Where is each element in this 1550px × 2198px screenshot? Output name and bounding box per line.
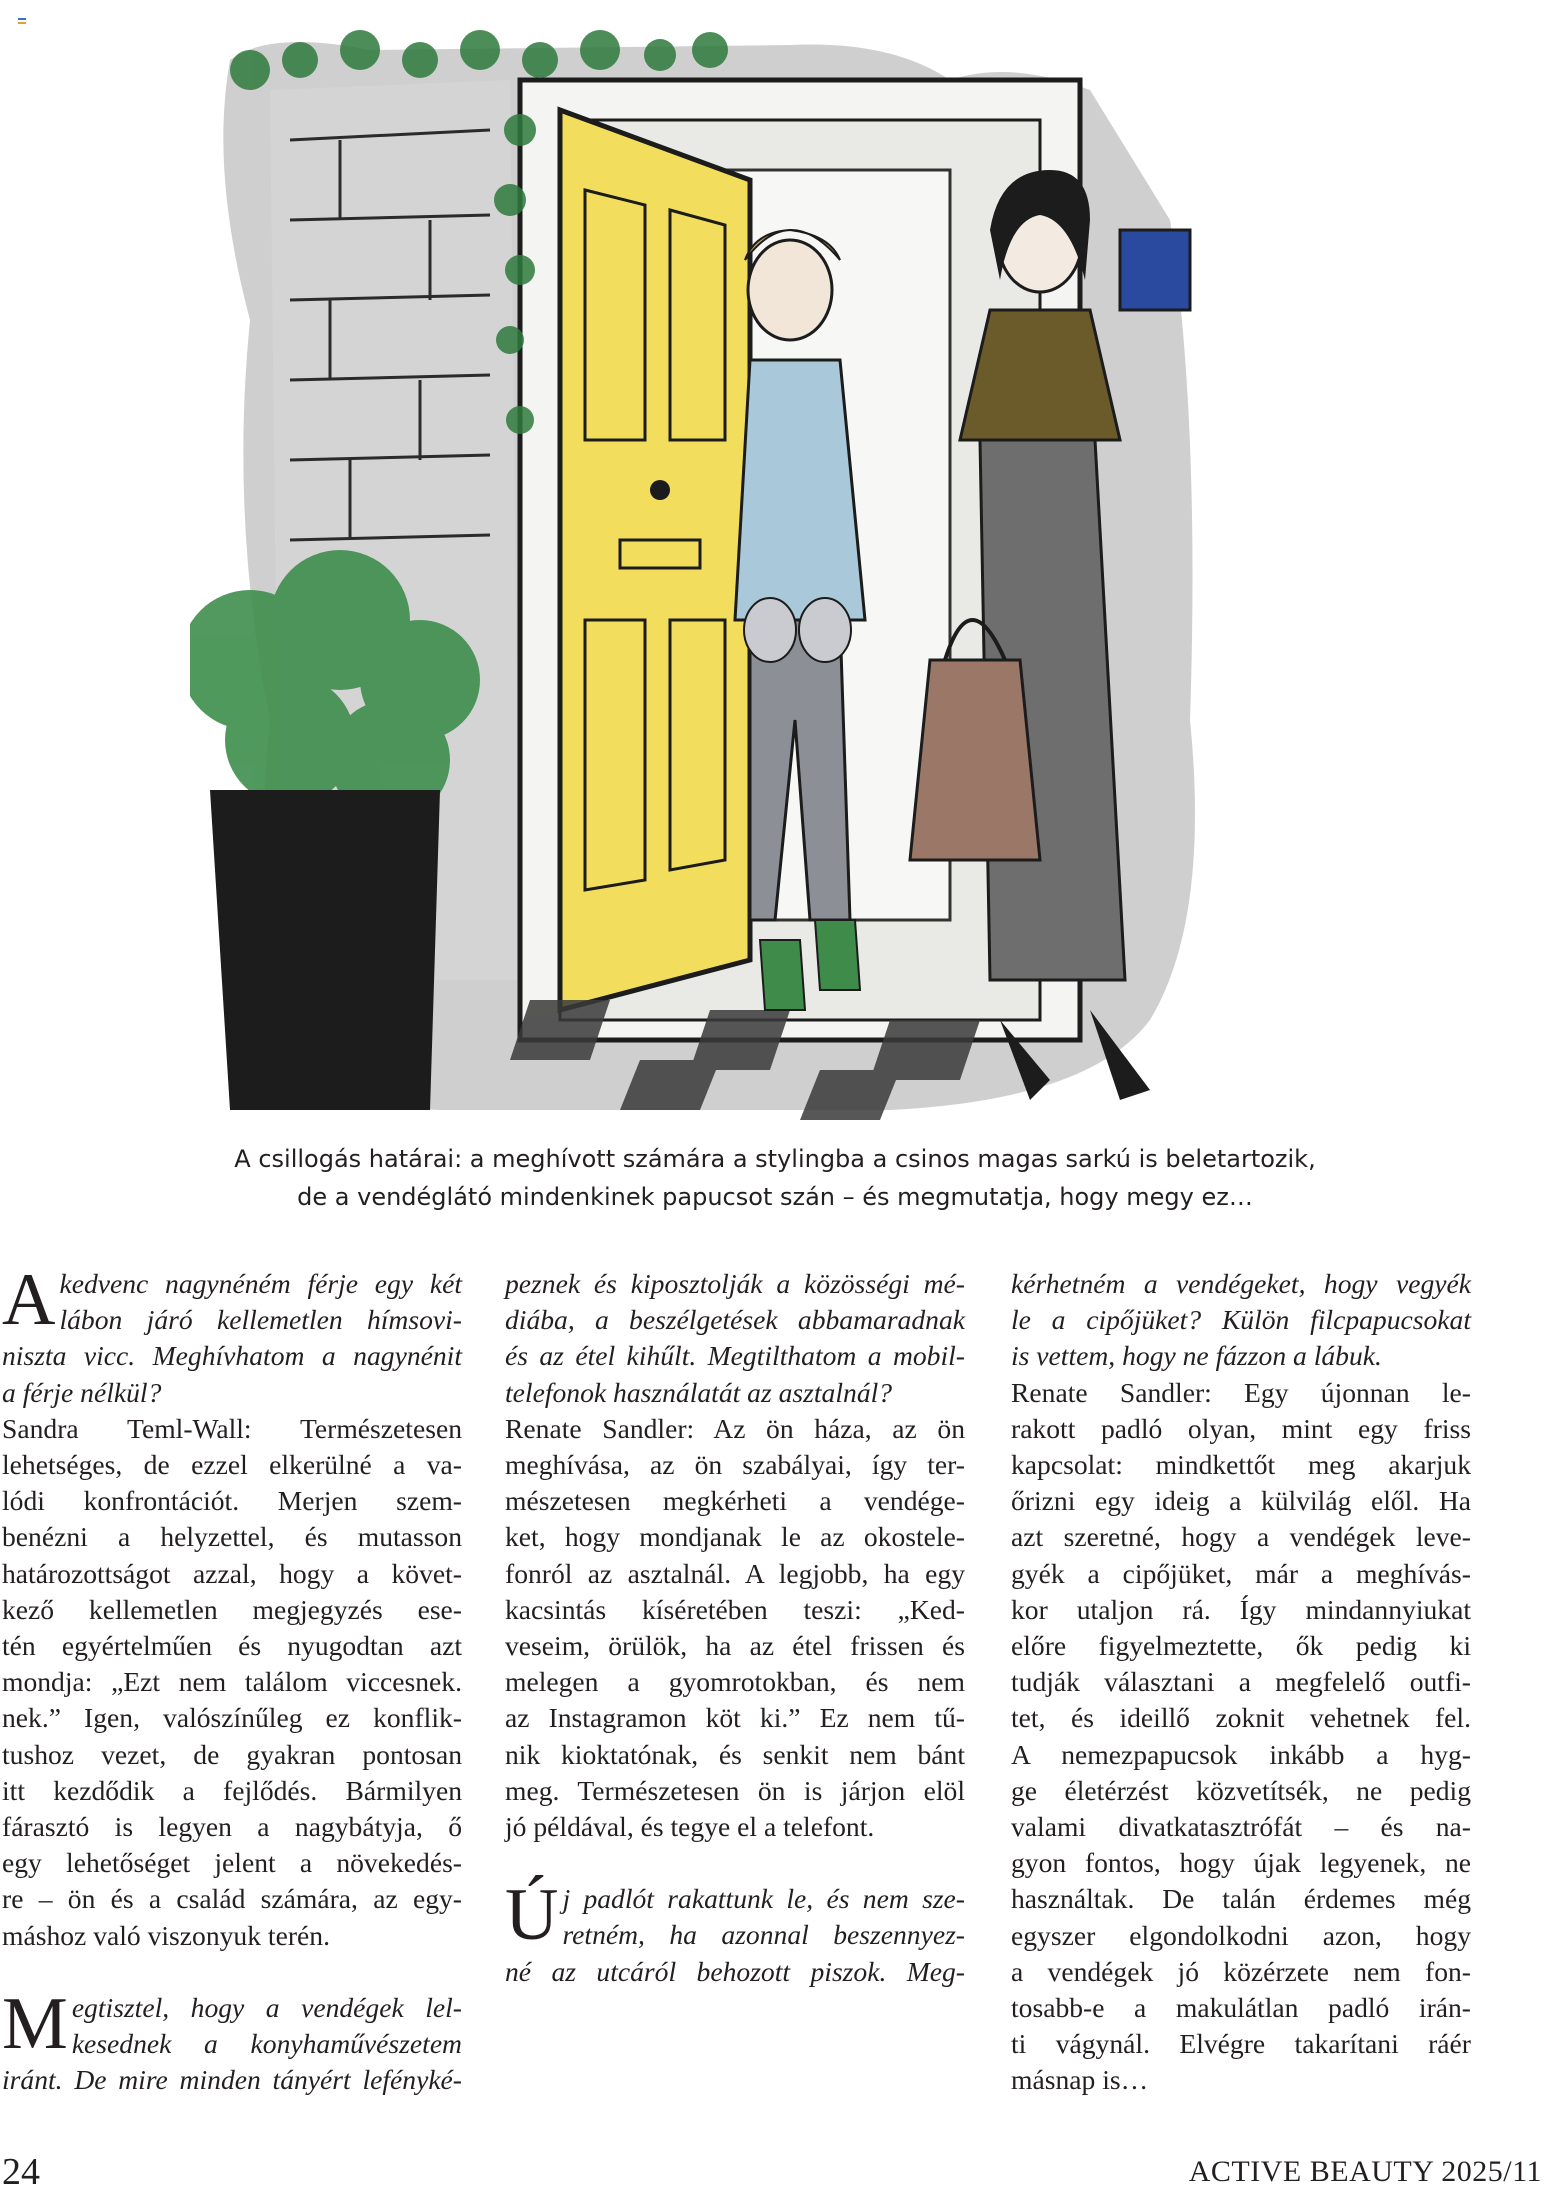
- text-line: melegen a gyomrotokban, és nem: [505, 1666, 965, 1698]
- text-line: telefonok használatát az asztalnál?: [505, 1376, 893, 1408]
- caption-line-1: A csillogás határai: a meghívott számára a stylingba a csinos magas sarkú is beletartozik,: [234, 1145, 1316, 1173]
- text-line: meghívása, az ön szabályai, így ter-: [505, 1449, 965, 1481]
- text-line: mészetesen megkérheti a vendége-: [505, 1485, 965, 1517]
- text-line: lehetséges, de ezzel elkerülné a va-: [2, 1449, 462, 1481]
- answer-2: [505, 1411, 965, 1845]
- text-line: tushoz vezet, de gyakran pontosan: [2, 1738, 462, 1770]
- text-line: re – ön és a család számára, az egy-: [2, 1883, 462, 1915]
- text-line: tet, és ideillő zoknit vehetnek fel.: [1011, 1702, 1471, 1734]
- text-line: benézni a helyzettel, és mutasson: [2, 1521, 462, 1553]
- text-line: egyszer elgondolkodni azon, hogy: [1011, 1919, 1471, 1951]
- text-line: kesednek a konyhaművészetem: [71, 2028, 462, 2060]
- text-line: és az étel kihűlt. Megtilthatom a mobil-: [505, 1340, 965, 1372]
- text-line: le a cipőjüket? Külön filcpapucsokat: [1011, 1304, 1471, 1336]
- magazine-footer: ACTIVE BEAUTY 2025/11: [1188, 2155, 1542, 2188]
- page-number: 24: [2, 2151, 40, 2193]
- question-3-continued: [1011, 1266, 1471, 1375]
- text-line: tén egyértelműen és nyugodtan azt: [2, 1630, 462, 1662]
- text-line: az Instagramon köt ki.” Ez nem tű-: [505, 1702, 965, 1734]
- text-line: fárasztó is legyen a nagybátyja, ő: [2, 1811, 462, 1843]
- article-column-2: [505, 1266, 965, 1990]
- text-line: iránt. De mire minden tányért lefényké-: [2, 2064, 462, 2096]
- text-line: kapcsolat: mindkettőt meg akarjuk: [1011, 1449, 1471, 1481]
- text-line: kező kellemetlen megjegyzés ese-: [2, 1593, 462, 1625]
- text-line: ket, hogy mondjanak le az okostele-: [505, 1521, 965, 1553]
- text-line: diába, a beszélgetések abbamaradnak: [505, 1304, 965, 1336]
- text-line: kedvenc nagynéném férje egy két: [59, 1268, 462, 1299]
- text-line: valami divatkatasztrófát – és na-: [1011, 1811, 1471, 1843]
- text-line: határozottságot azzal, hogy a követ-: [2, 1557, 462, 1589]
- text-line: is vettem, hogy ne fázzon a lábuk.: [1011, 1340, 1382, 1372]
- text-line: egtisztel, hogy a vendégek lel-: [71, 1991, 462, 2023]
- text-line: tosabb-e a makulátlan padló irán-: [1011, 1992, 1471, 2024]
- text-line: mondja: „Ezt nem találom viccesnek.: [2, 1666, 462, 1698]
- text-line: né az utcáról behozott piszok. Meg-: [505, 1955, 965, 1987]
- text-line: kacsintás kíséretében teszi: „Ked-: [505, 1593, 965, 1625]
- answer-3: [1011, 1375, 1471, 2099]
- question-2: [2, 1982, 462, 2099]
- text-line: máshoz való viszonyuk terén.: [2, 1919, 330, 1951]
- text-line: tudják választani a megfelelő outfi-: [1011, 1666, 1471, 1698]
- text-line: ge életérzést közvetítsék, ne pedig: [1011, 1774, 1471, 1806]
- caption-line-2: de a vendéglátó mindenkinek papucsot szán – és megmutatja, hogy megy ez…: [297, 1183, 1253, 1211]
- text-line: gyék a cipőjüket, már a meghívás-: [1011, 1557, 1471, 1589]
- text-line: őrizni egy ideig a külvilág elől. Ha: [1011, 1485, 1471, 1517]
- drop-cap: M: [2, 1982, 68, 2065]
- text-line: meg. Természetesen ön is járjon elöl: [505, 1774, 965, 1806]
- text-line: veseim, örülök, ha az étel frissen és: [505, 1630, 965, 1662]
- text-line: A nemezpapucsok inkább a hyg-: [1011, 1738, 1471, 1770]
- text-line: lódi konfrontációt. Merjen szem-: [2, 1485, 462, 1517]
- text-line: nek.” Igen, valószínűleg ez konflik-: [2, 1702, 462, 1734]
- drop-cap: Ú: [505, 1874, 559, 1957]
- text-line: lábon járó kellemetlen hímsovi-: [59, 1304, 462, 1336]
- question-3: [505, 1874, 965, 1990]
- text-line: Renate Sandler: Egy újonnan le-: [1011, 1376, 1471, 1408]
- text-line: itt kezdődik a fejlődés. Bármilyen: [2, 1774, 462, 1806]
- text-line: kor utaljon rá. Így mindannyiukat: [1011, 1593, 1471, 1625]
- question-1: [2, 1259, 462, 1411]
- text-line: egy lehetőséget jelent a növekedés-: [2, 1847, 462, 1879]
- text-line: j padlót rakattunk le, és nem sze-: [562, 1883, 965, 1915]
- text-line: niszta vicc. Meghívhatom a nagynénit: [2, 1340, 462, 1372]
- doorway-illustration: [190, 20, 1370, 1130]
- text-line: nik kioktatónak, és senkit nem bánt: [505, 1738, 965, 1770]
- text-line: jó példával, és tegye el a telefont.: [505, 1811, 875, 1843]
- text-line: kérhetném a vendégeket, hogy vegyék: [1011, 1268, 1471, 1299]
- text-line: használtak. De talán érdemes még: [1011, 1883, 1471, 1915]
- text-line: peznek és kiposztolják a közösségi mé-: [505, 1268, 965, 1299]
- text-line: másnap is…: [1011, 2064, 1149, 2096]
- text-line: rakott padló olyan, mint egy friss: [1011, 1412, 1471, 1444]
- corner-mark: [18, 18, 26, 24]
- text-line: retném, ha azonnal beszennyez-: [562, 1919, 965, 1951]
- text-line: a vendégek jó közérzete nem fon-: [1011, 1955, 1471, 1987]
- illustration-caption: [120, 1140, 1430, 1216]
- drop-cap: A: [2, 1259, 56, 1341]
- text-line: Sandra Teml-Wall: Természetesen: [2, 1412, 462, 1444]
- text-line: előre figyelmeztette, ők pedig ki: [1011, 1630, 1471, 1662]
- text-line: gyon fontos, hogy újak legyenek, ne: [1011, 1847, 1471, 1879]
- answer-1: [2, 1411, 462, 1954]
- text-line: azt szeretné, hogy a vendégek leve-: [1011, 1521, 1471, 1553]
- article-column-3: [1011, 1266, 1471, 2099]
- question-2-continued: [505, 1266, 965, 1411]
- text-line: a férje nélkül?: [2, 1376, 162, 1408]
- article-column-1: [2, 1259, 462, 2098]
- text-line: Renate Sandler: Az ön háza, az ön: [505, 1412, 965, 1444]
- text-line: fonról az asztalnál. A legjobb, ha egy: [505, 1557, 965, 1589]
- text-line: ti vágynál. Elvégre takarítani ráér: [1011, 2028, 1471, 2060]
